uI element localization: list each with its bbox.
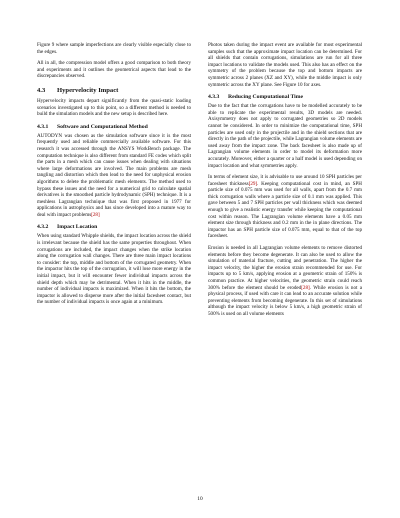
subsection-number: 4.3.1 — [37, 123, 49, 130]
right-column — [208, 42, 362, 323]
subsection-title: Software and Computational Method — [57, 123, 148, 130]
subsection-title: Impact Location — [57, 224, 98, 231]
citation-link[interactable]: [28] — [91, 211, 100, 218]
paragraph: When using standard Whipple shields, the impact location across the shield is irrelevant because the shield has the same properties throughout. When corrugations are included, the impact changes when the strike location along the corrugation wall changes. There are three main impact locations to consider: the top, middle and bottom of the corrugated geometry. When the impactor hits the top of the corrugation, it will lose more energy in the initial impact, but it will encounter fewer individual impacts across the shield depth which may be detrimental. When it hits in the middle, the number of individual impacts is maximized. When it hits the bottom, the impactor is allowed to disperse more after the initial facesheet contact, but the number of individual impacts is once again at a minimum. — [37, 233, 191, 306]
paragraph-text: AUTODYN was chosen as the simulation software since it is the most frequently used and reliable commercially available software. For this research it was accessed through the ANSYS WorkBench package. The computation technique is also different from standard FE codes which split the parts in a mesh which can cause issues when dealing with situations where large deformations are involved. The main problems are mesh tangling and distortion which then lead to the need for unphysical erosion algorithms to delete the problematic mesh elements. The method used to bypass these issues and the need for a numerical grid to calculate spatial derivatives is the smoothed particle hydrodynamic (SPH) technique. It is a meshless Lagrangian technique that was first proposed in 1977 for applications in astrophysics and has since developed into a mature way to deal with impact problems — [37, 132, 191, 218]
section-heading — [37, 87, 191, 94]
left-column — [37, 42, 191, 311]
subsection-number: 4.3.3 — [208, 94, 220, 101]
paragraph: Figure 9 where sample imperfections are clearly visible especially close to the edges. — [37, 42, 191, 55]
paragraph — [208, 245, 362, 318]
subsection-heading — [208, 94, 362, 100]
paragraph-text: . Keeping computational cost in mind, an SPH particle size of 0.075 mm was used for all walls, apart from the 0.7 mm thick corrugation walls where a particle size of 0.1 mm was applied. This gave between 5 and 7 SPH particles per wall thickness which was deemed enough to give a realistic energy transfer while keeping the computational cost within reason. The Lagrangian volume elements have a 0.05 mm element size through thickness and 0.2 mm in the in plane directions. The impactor has an SPH particle size of 0.075 mm, equal to that of the top facesheet. — [208, 180, 362, 240]
subsection-heading — [37, 124, 191, 130]
section-number: 4.3 — [37, 86, 46, 94]
subsection-number: 4.3.2 — [37, 224, 49, 231]
page-number: 10 — [197, 496, 203, 502]
paragraph: Due to the fact that the corrugations have to be modelled accurately to be able to replicate the experimental results, 3D models are needed. Axisymmetry does not apply to corrugated geometries so 2D models cannot be considered. In order to minimize the computational time, SPH particles are used only in the projectile and in the shield sections that are directly in the path of the projectile, while Lagrangian volume elements are used away from the impact zone. The back facesheet is also made up of Lagrangian volume elements in order to model its deformation more accurately. Moreover, either a quarter or a half model is used depending on impact location and what symmetries apply. — [208, 103, 362, 169]
paragraph-text: In terms of element size, it is advisable to use around 10 SPH particles per facesheet thickness — [208, 174, 362, 187]
citation-link[interactable]: [28] — [301, 284, 310, 291]
paragraph: Photos taken during the impact event are available for most experimental samples such that the approximate impact location can be determined. For all shields that contain corrugations, simulations are run for all three impact locations to validate the models used. This also has an effect on the symmetry of the problem because the top and bottom impacts are symmetric across 2 planes (XZ and XY), while the middle impact is only symmetric across the XY plane. See Figure 10 for axes. — [208, 42, 362, 88]
section-title: Hypervelocity Impact — [57, 86, 119, 94]
paragraph-text: . While erosion is not a physical process, if used with care it can lead to an accurate solution while preventing elements from becoming degenerate. In this set of simulations although the impact velocity is below 5 km/s, a high geometric strain of 500% is used on all volume elements — [208, 284, 362, 317]
citation-link[interactable]: [29] — [248, 180, 258, 187]
subsection-title: Reducing Computational Time — [228, 94, 304, 101]
subsection-heading — [37, 224, 191, 230]
paragraph — [37, 133, 191, 219]
paragraph: All in all, the compression model offers a good comparison to both theory and experiments and it outlines the geometrical aspects that lead to the discrepancies observed. — [37, 60, 191, 80]
paragraph — [208, 174, 362, 240]
paragraph: Hypervelocity impacts depart significantly from the quasi-static loading scenarios investigated up to this point, so a different method is needed to build the simulation models and the new setup is described here. — [37, 97, 191, 118]
paragraph-text: Erosion is needed in all Lagrangian volume elements to remove distorted elements before they become degenerate. It can also be used to allow the simulation of material fracture, cutting and penetration. The higher the impact velocity, the higher the erosion strain recommended for use. For impacts up to 5 km/s, applying erosion at a geometric strain of 150% is common practice. At higher velocities, the geometric strain could reach 300% before the element should be eroded — [208, 245, 362, 291]
